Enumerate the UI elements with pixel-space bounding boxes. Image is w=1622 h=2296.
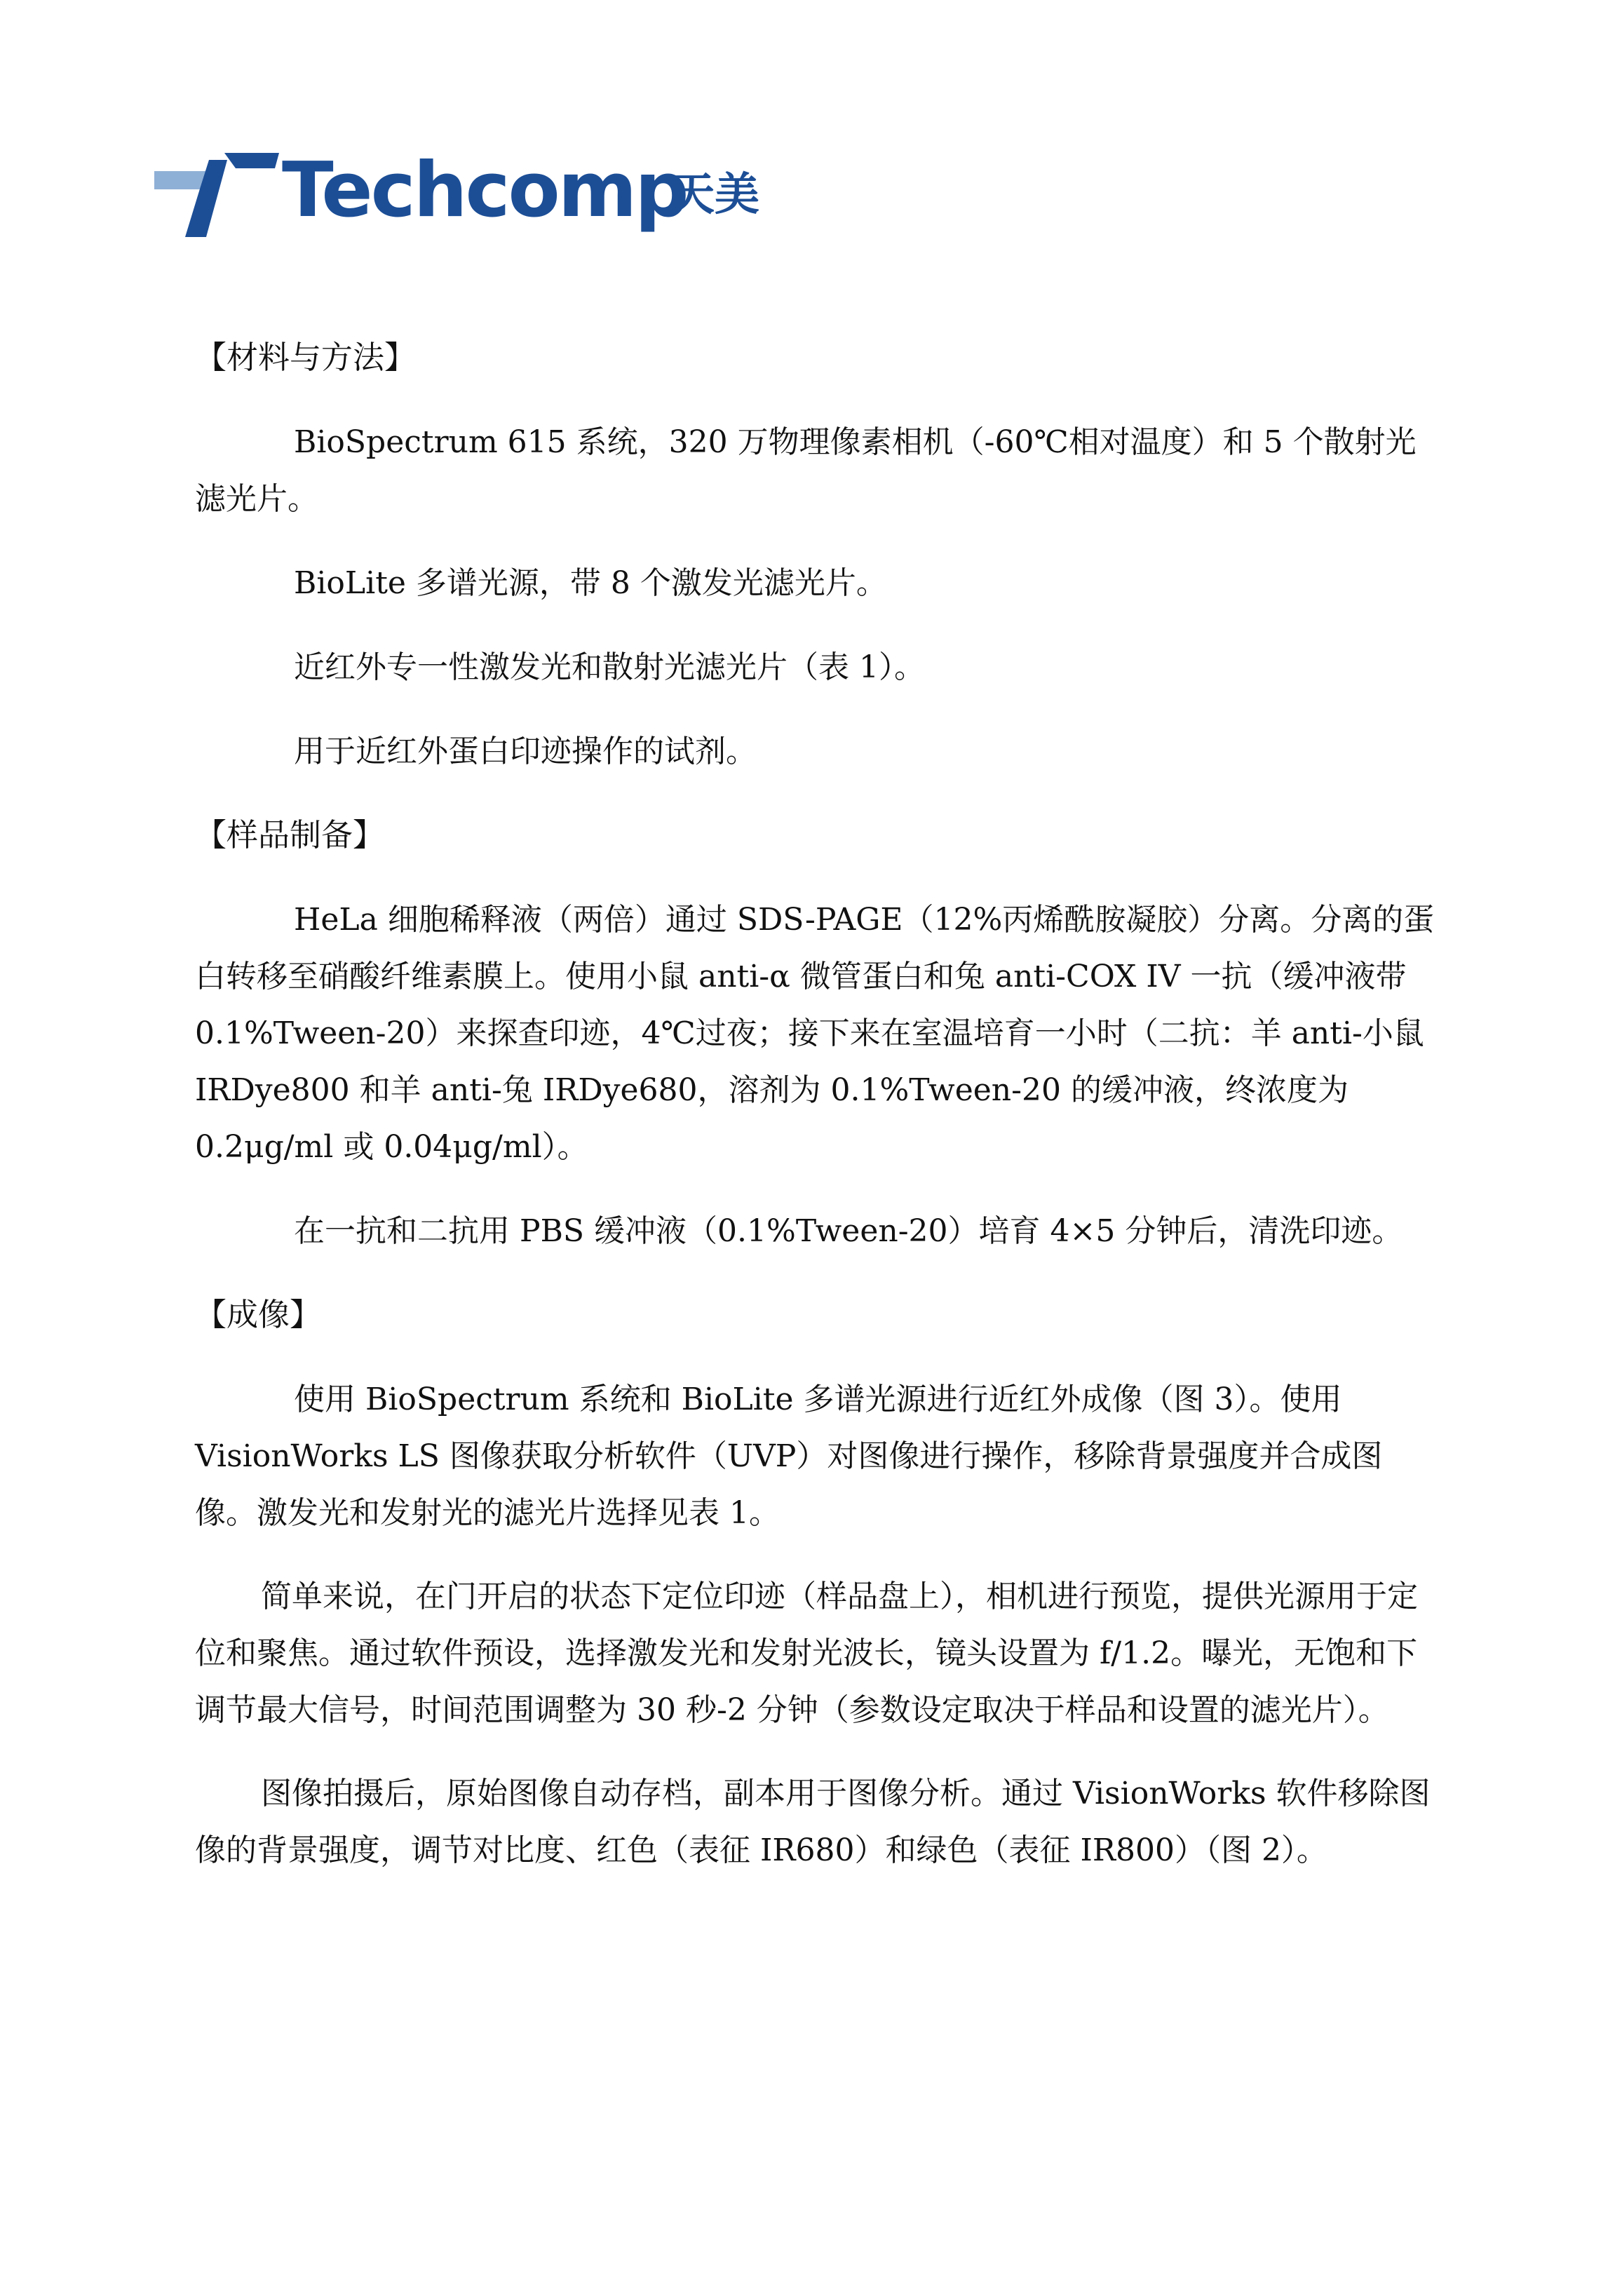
document-body — [195, 330, 1443, 1906]
paragraph: HeLa 细胞稀释液（两倍）通过 SDS-PAGE（12%丙烯酰胺凝胶）分离。分离的蛋白转移至硝酸纤维素膜上。使用小鼠 anti-α 微管蛋白和兔 anti-COX IV 一抗（缓冲液带 0.1%Tween-20）来探查印迹，4℃过夜；接下来在室温培育一小时（二抗：羊 anti-小鼠 IRDye800 和羊 anti-兔 IRDye680，溶剂为 0.1%Tween-20 的缓冲液，终浓度为 0.2μg/ml 或 0.04μg/ml）。 — [195, 902, 1435, 1165]
paragraph: 简单来说，在门开启的状态下定位印迹（样品盘上），相机进行预览，提供光源用于定位和聚焦。通过软件预设，选择激发光和发射光波长，镜头设置为 f/1.2。曝光，无饱和下调节最大信号，时间范围调整为 30 秒-2 分钟（参数设定取决于样品和设置的滤光片）。 — [195, 1579, 1418, 1728]
paragraph: 使用 BioSpectrum 系统和 BioLite 多谱光源进行近红外成像（图 3）。使用 VisionWorks LS 图像获取分析软件（UVP）对图像进行操作，移除背景强度并合成图像。激发光和发射光的滤光片选择见表 1。 — [195, 1382, 1383, 1531]
paragraph: 在一抗和二抗用 PBS 缓冲液（0.1%Tween-20）培育 4×5 分钟后，清洗印迹。 — [294, 1213, 1403, 1249]
techcomp-logo-mark-icon — [154, 147, 281, 238]
section-title-imaging: 【成像】 — [195, 1296, 322, 1333]
logo-brand-text: Techcomp — [282, 147, 687, 234]
paragraph: BioSpectrum 615 系统，320 万物理像素相机（-60℃相对温度）和 5 个散射光滤光片。 — [195, 424, 1417, 517]
paragraph: 用于近红外蛋白印迹操作的试剂。 — [294, 734, 757, 769]
techcomp-logo — [154, 147, 785, 245]
paragraph: BioLite 多谱光源，带 8 个激发光滤光片。 — [294, 565, 887, 601]
section-title-sample-prep: 【样品制备】 — [195, 816, 385, 853]
logo-brand-cn: 天美 — [670, 169, 759, 221]
paragraph: 图像拍摄后，原始图像自动存档，副本用于图像分析。通过 VisionWorks 软件移除图像的背景强度，调节对比度、红色（表征 IR680）和绿色（表征 IR800）（图 2）。 — [195, 1776, 1431, 1868]
paragraph: 近红外专一性激发光和散射光滤光片（表 1）。 — [294, 649, 925, 685]
section-title-materials: 【材料与方法】 — [195, 339, 417, 376]
